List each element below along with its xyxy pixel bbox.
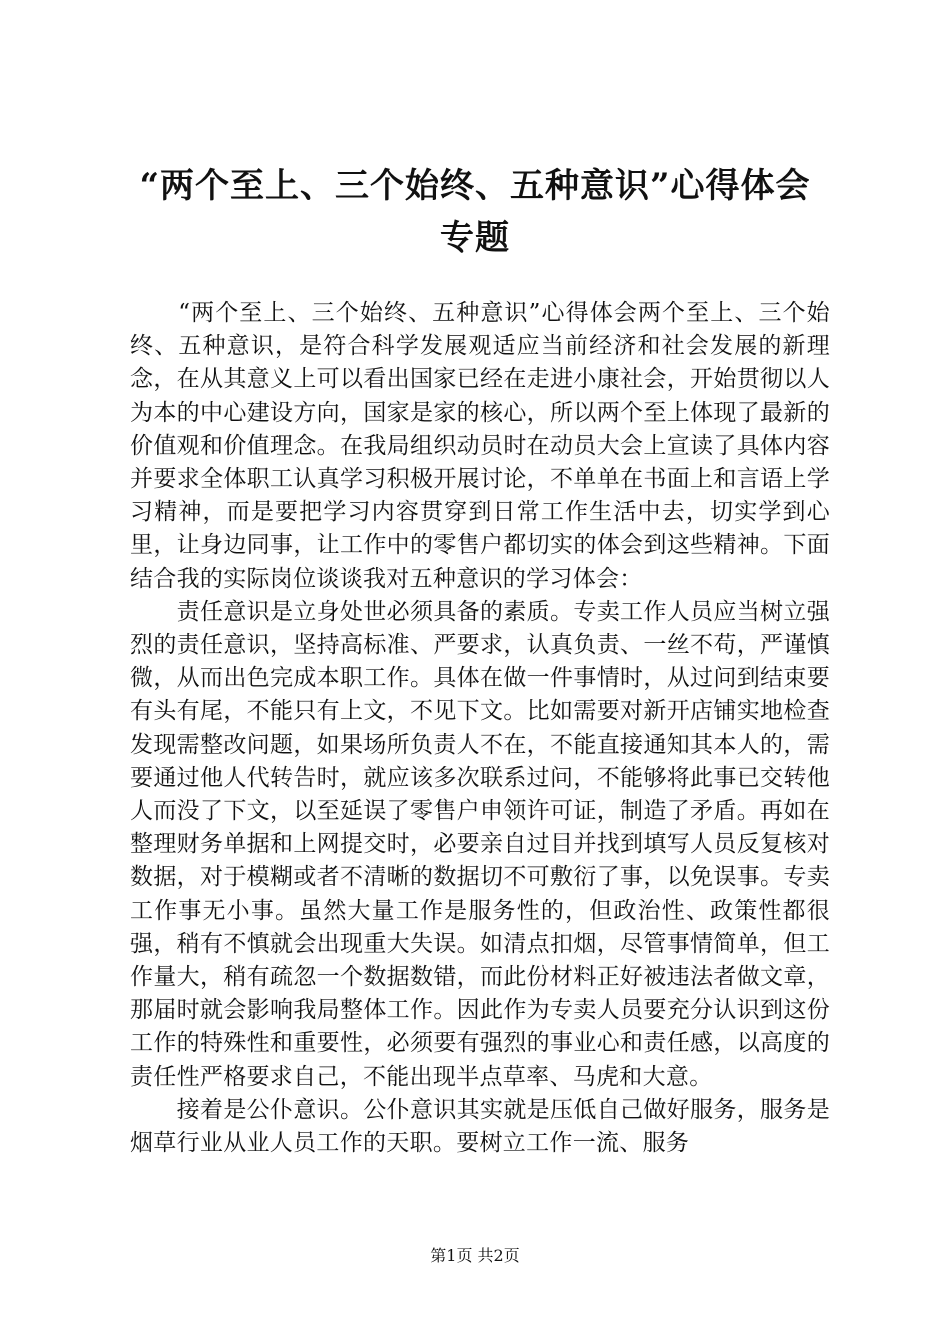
title-line-2: 专题: [440, 218, 510, 258]
paragraph-intro: “两个至上、三个始终、五种意识”心得体会两个至上、三个始终、五种意识，是符合科学发展观适应当前经济和社会发展的新理念，在从其意义上可以看出国家已经在走进小康社会，开始贯彻以人为本的中心建设方向，国家是家的核心，所以两个至上体现了最新的价值观和价值理念。在我局组织动员时在动员大会上宣读了具体内容并要求全体职工认真学习积极开展讨论，不单单在书面上和言语上学习精神，而是要把学习内容贯穿到日常工作生活中去，切实学到心里，让身边同事，让工作中的零售户都切实的体会到这些精神。下面结合我的实际岗位谈谈我对五种意识的学习体会：: [130, 300, 830, 592]
title-line-1: “两个至上、三个始终、五种意识”心得体会: [139, 166, 811, 206]
document-body: [130, 297, 830, 1160]
paragraph-responsibility: 责任意识是立身处世必须具备的素质。专卖工作人员应当树立强烈的责任意识，坚持高标准、严要求，认真负责、一丝不苟，严谨慎微，从而出色完成本职工作。具体在做一件事情时，从过问到结束要有头有尾，不能只有上文，不见下文。比如需要对新开店铺实地检查发现需整改问题，如果场所负责人不在，不能直接通知其本人的，需要通过他人代转告时，就应该多次联系过问，不能够将此事已交转他人而没了下文，以至延误了零售户申领许可证，制造了矛盾。再如在整理财务单据和上网提交时，必要亲自过目并找到填写人员反复核对数据，对于模糊或者不清晰的数据切不可敷衍了事，以免误事。专卖工作事无小事。虽然大量工作是服务性的，但政治性、政策性都很强，稍有不慎就会出现重大失误。如清点扣烟，尽管事情简单，但工作量大，稍有疏忽一个数据数错，而此份材料正好被违法者做文章，那届时就会影响我局整体工作。因此作为专卖人员要充分认识到这份工作的特殊性和重要性，必须要有强烈的事业心和责任感，以高度的责任性严格要求自己，不能出现半点草率、马虎和大意。: [130, 598, 830, 1090]
page-footer: 第1页 共2页: [430, 1246, 520, 1265]
document-title: [110, 160, 840, 264]
paragraph-public-servant: 接着是公仆意识。公仆意识其实就是压低自己做好服务，服务是烟草行业从业人员工作的天职。要树立工作一流、服务: [130, 1096, 830, 1157]
